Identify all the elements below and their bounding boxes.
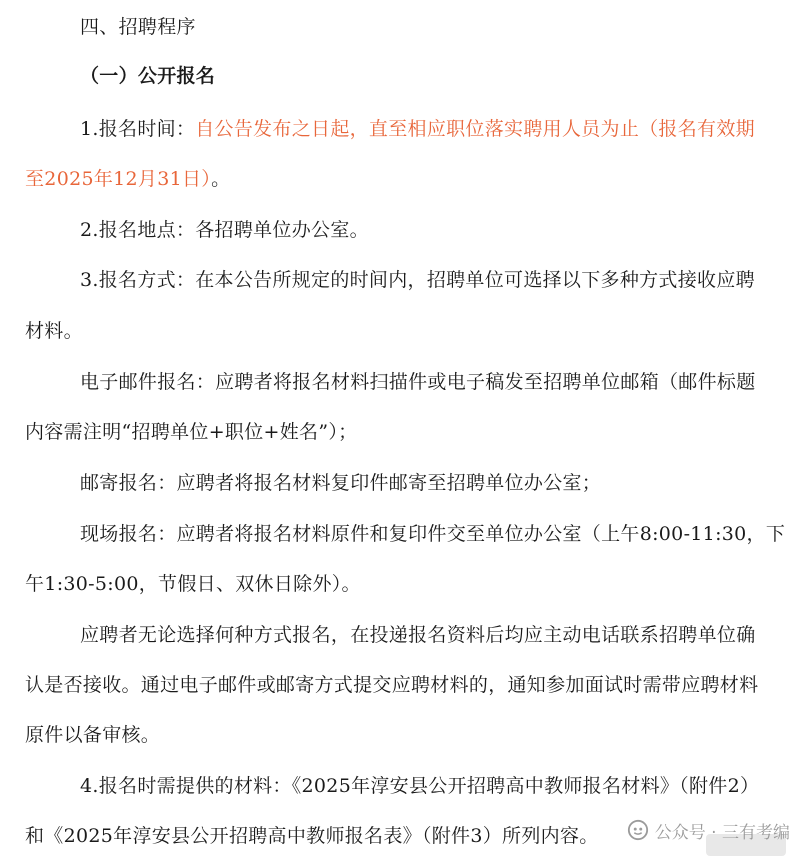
confirm-paragraph-line2: 认是否接收。通过电子邮件或邮寄方式提交应聘材料的，通知参加面试时需带应聘材料 xyxy=(25,674,759,696)
place-paragraph: 2.报名地点：各招聘单位办公室。 xyxy=(80,219,369,241)
materials-paragraph-line2: 和《2025年淳安县公开招聘高中教师报名表》（附件3）所列内容。 xyxy=(25,825,599,847)
method-paragraph-line1: 3.报名方式：在本公告所规定的时间内，招聘单位可选择以下多种方式接收应聘 xyxy=(80,269,755,291)
email-paragraph-line1: 电子邮件报名：应聘者将报名材料扫描件或电子稿发至招聘单位邮箱（邮件标题 xyxy=(80,371,756,393)
watermark xyxy=(627,808,790,852)
email-paragraph-line2: 内容需注明“招聘单位+职位+姓名”）； xyxy=(25,421,358,443)
confirm-paragraph-line1: 应聘者无论选择何种方式报名，在投递报名资料后均应主动电话联系招聘单位确 xyxy=(80,624,756,646)
wechat-official-account-icon xyxy=(627,819,649,841)
time-end-punct: 。 xyxy=(211,168,231,190)
time-paragraph-line2 xyxy=(25,166,230,192)
time-value-part2: 至2025年12月31日） xyxy=(25,168,212,190)
subsection-heading: （一）公开报名 xyxy=(80,65,216,87)
watermark-text: 公众号 · 三有考编 xyxy=(654,822,790,843)
section-heading: 四、招聘程序 xyxy=(80,16,196,38)
onsite-paragraph-line1: 现场报名：应聘者将报名材料原件和复印件交至单位办公室（上午8:00-11:30，下 xyxy=(80,523,786,545)
mail-paragraph: 邮寄报名：应聘者将报名材料复印件邮寄至招聘单位办公室； xyxy=(80,472,602,494)
materials-paragraph-line1: 4.报名时需提供的材料：《2025年淳安县公开招聘高中教师报名材料》（附件2） xyxy=(80,775,760,797)
confirm-paragraph-line3: 原件以备审核。 xyxy=(25,724,161,746)
time-value-part1: 自公告发布之日起，直至相应职位落实聘用人员为止（报名有效期 xyxy=(195,118,755,140)
time-paragraph-line1 xyxy=(80,116,755,142)
onsite-paragraph-line2: 午1:30-5:00，节假日、双休日除外）。 xyxy=(25,573,361,595)
method-paragraph-line2: 材料。 xyxy=(25,320,83,342)
time-label: 1.报名时间： xyxy=(80,118,196,140)
